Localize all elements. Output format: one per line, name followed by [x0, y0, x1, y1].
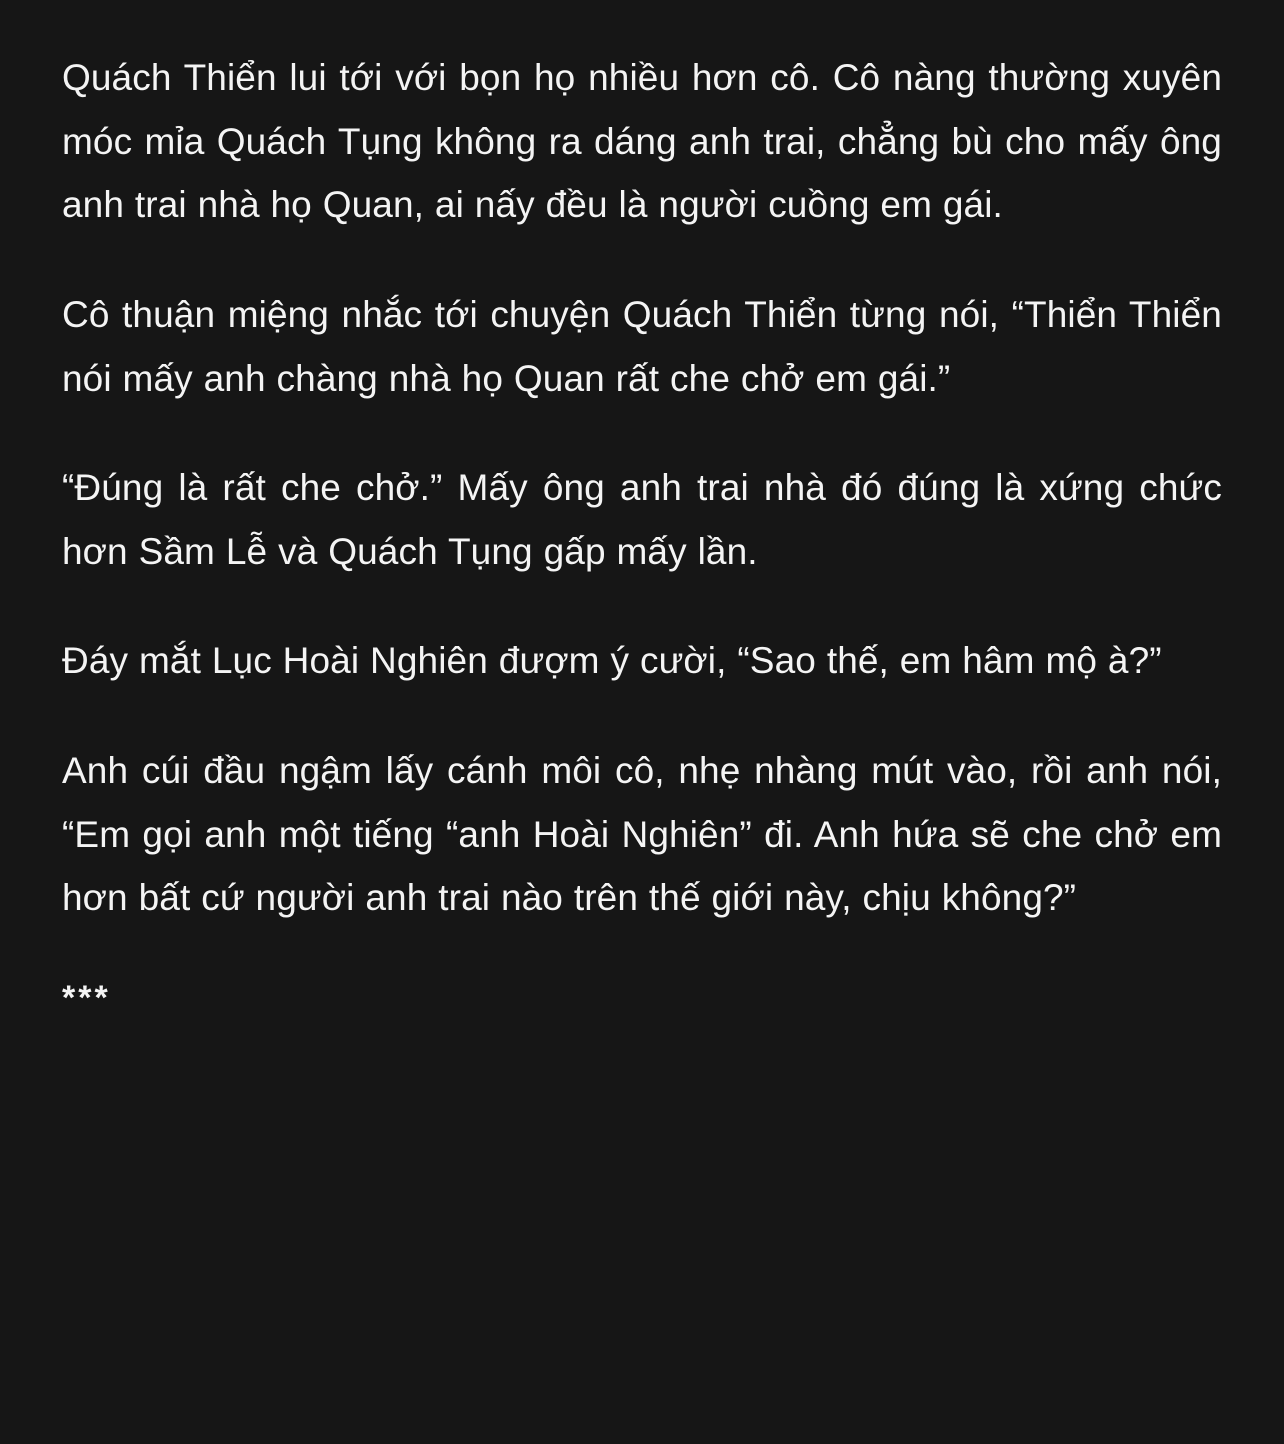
paragraph: Quách Thiển lui tới với bọn họ nhiều hơn cô. Cô nàng thường xuyên móc mỉa Quách Tụng không ra dáng anh trai, chẳng bù cho mấy ông anh trai nhà họ Quan, ai nấy đều là người cuồng em gái. — [62, 57, 1222, 226]
paragraph: “Đúng là rất che chở.” Mấy ông anh trai nhà đó đúng là xứng chức hơn Sầm Lễ và Quách Tụng gấp mấy lần. — [62, 467, 1222, 572]
section-divider: *** — [62, 978, 111, 1017]
paragraph: Cô thuận miệng nhắc tới chuyện Quách Thiển từng nói, “Thiển Thiển nói mấy anh chàng nhà họ Quan rất che chở em gái.” — [62, 293, 1222, 399]
paragraph: Đáy mắt Lục Hoài Nghiên đượm ý cười, “Sao thế, em hâm mộ à?” — [62, 640, 1162, 682]
paragraph: Anh cúi đầu ngậm lấy cánh môi cô, nhẹ nhàng mút vào, rồi anh nói, “Em gọi anh một tiếng “anh Hoài Nghiên” đi. Anh hứa sẽ che chở em hơn bất cứ người anh trai nào trên thế giới này, chịu không?” — [62, 750, 1222, 919]
